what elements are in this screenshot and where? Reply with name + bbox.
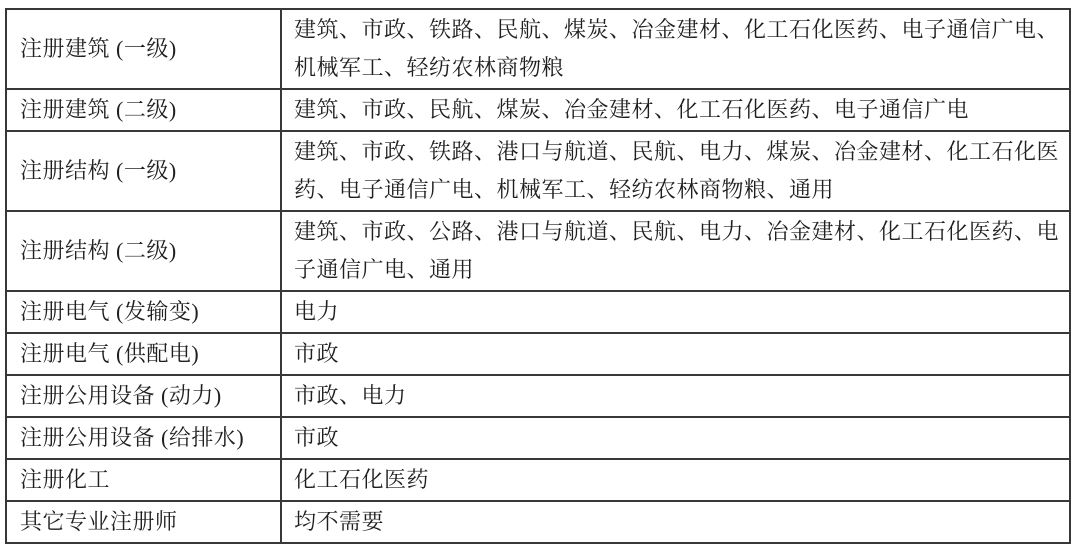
industries-cell: 均不需要 (281, 501, 1070, 543)
industries-cell: 建筑、市政、铁路、民航、煤炭、冶金建材、化工石化医药、电子通信广电、机械军工、轻纺农林商物粮 (281, 9, 1070, 89)
category-cell: 注册化工 (6, 459, 281, 501)
table-row (6, 89, 1070, 131)
category-cell: 注册建筑 (二级) (6, 89, 281, 131)
qualification-industry-table (5, 8, 1071, 544)
category-cell: 注册电气 (发输变) (6, 291, 281, 333)
industries-cell: 市政、电力 (281, 375, 1070, 417)
table-body (6, 9, 1070, 543)
table-row (6, 333, 1070, 375)
industries-cell: 建筑、市政、铁路、港口与航道、民航、电力、煤炭、冶金建材、化工石化医药、电子通信广电、机械军工、轻纺农林商物粮、通用 (281, 131, 1070, 211)
category-cell: 注册电气 (供配电) (6, 333, 281, 375)
table-row (6, 501, 1070, 543)
table-row (6, 211, 1070, 291)
category-cell: 注册建筑 (一级) (6, 9, 281, 89)
table-row (6, 417, 1070, 459)
industries-cell: 化工石化医药 (281, 459, 1070, 501)
category-cell: 注册结构 (一级) (6, 131, 281, 211)
table-row (6, 375, 1070, 417)
industries-cell: 建筑、市政、公路、港口与航道、民航、电力、冶金建材、化工石化医药、电子通信广电、通用 (281, 211, 1070, 291)
industries-cell: 市政 (281, 333, 1070, 375)
category-cell: 其它专业注册师 (6, 501, 281, 543)
table-row (6, 131, 1070, 211)
category-cell: 注册公用设备 (给排水) (6, 417, 281, 459)
industries-cell: 电力 (281, 291, 1070, 333)
industries-cell: 市政 (281, 417, 1070, 459)
category-cell: 注册公用设备 (动力) (6, 375, 281, 417)
category-cell: 注册结构 (二级) (6, 211, 281, 291)
table-row (6, 9, 1070, 89)
table-row (6, 291, 1070, 333)
table-row (6, 459, 1070, 501)
industries-cell: 建筑、市政、民航、煤炭、冶金建材、化工石化医药、电子通信广电 (281, 89, 1070, 131)
